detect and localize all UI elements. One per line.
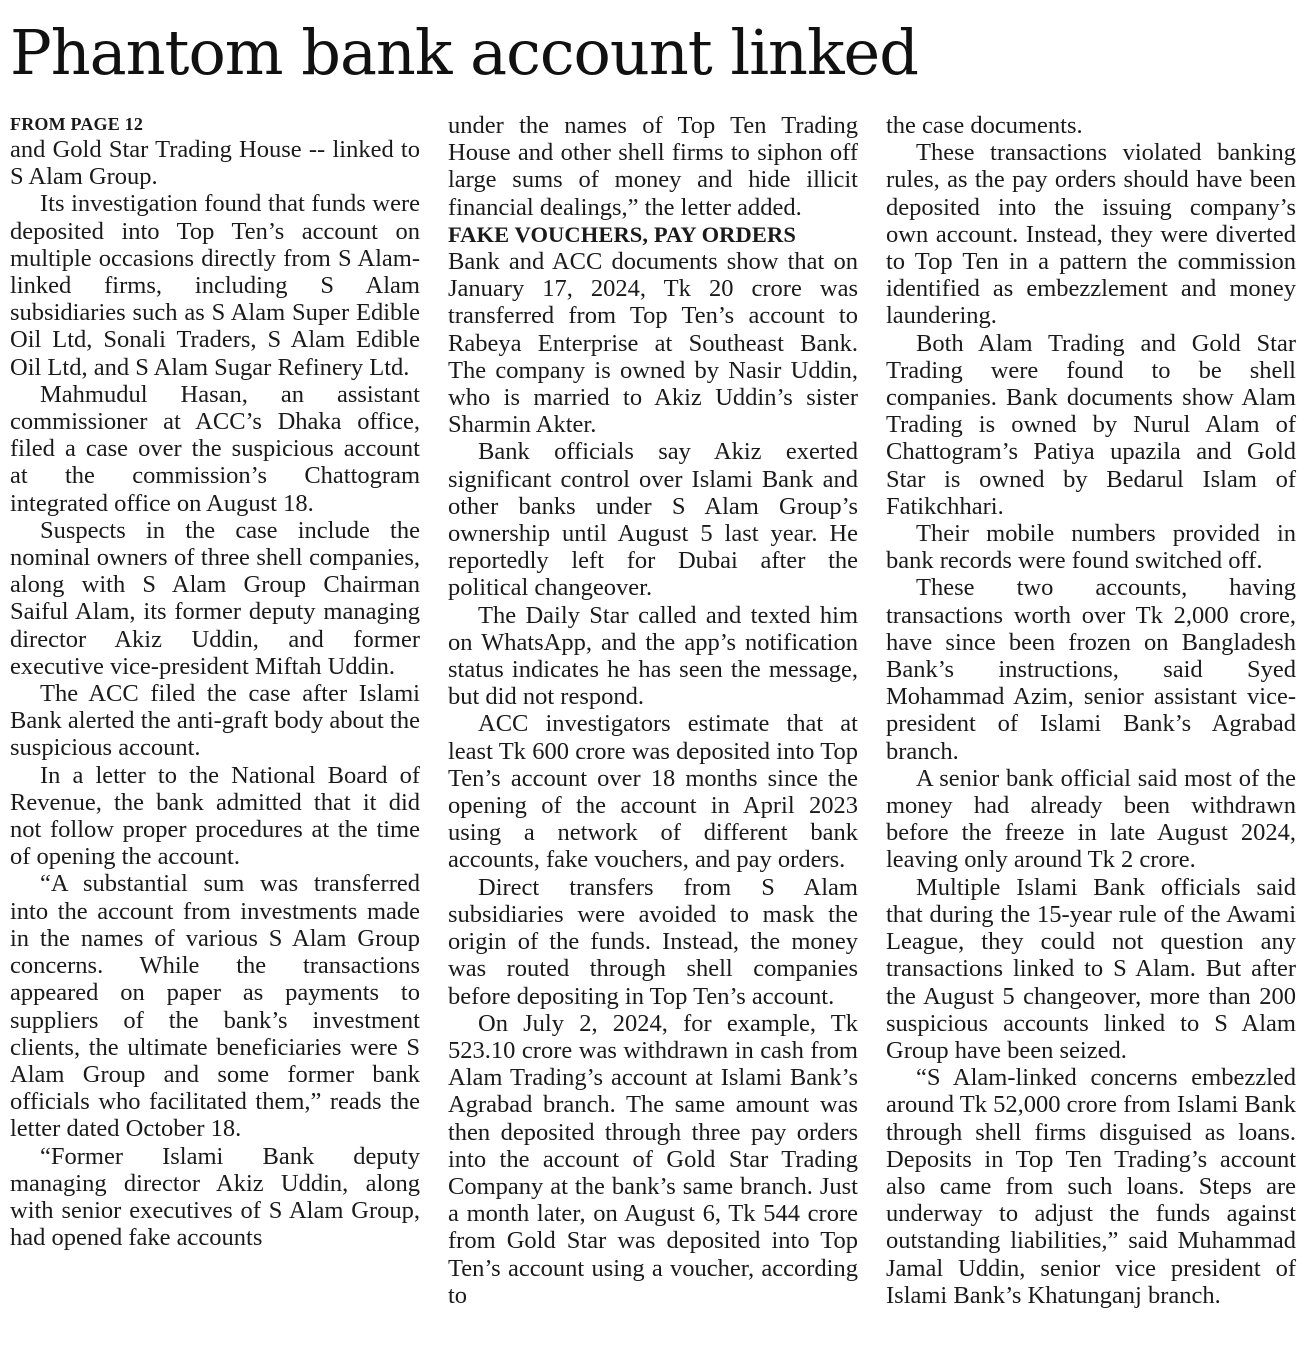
- paragraph: In a letter to the National Board of Revenue, the bank admitted that it did not follow proper procedures at the time of opening the account.: [10, 761, 420, 871]
- paragraph: These two accounts, having transactions worth over Tk 2,000 crore, have since been frozen on Bangladesh Bank’s instructions, said Syed Mohammad Azim, senior assistant vice-president of Islami Bank’s Agrabad branch.: [886, 574, 1296, 765]
- paragraph: Bank and ACC documents show that on January 17, 2024, Tk 20 crore was transferred from Top Ten’s account to Rabeya Enterprise at Southeast Bank. The company is owned by Nasir Uddin, who is married to Akiz Uddin’s sister Sharmin Akter.: [448, 248, 858, 439]
- paragraph: A senior bank official said most of the money had already been withdrawn before the freeze in late August 2024, leaving only around Tk 2 crore.: [886, 764, 1296, 874]
- headline: Phantom bank account linked: [10, 16, 918, 89]
- paragraph: and Gold Star Trading House -- linked to S Alam Group.: [10, 136, 420, 191]
- paragraph: “A substantial sum was transferred into the account from investments made in the names of various S Alam Group concerns. While the transactions appeared on paper as payments to suppliers of the bank’s investment clients, the ultimate beneficiaries were S Alam Group and some former bank officials who facilitated them,” reads the letter dated October 18.: [10, 870, 420, 1143]
- paragraph: “Former Islami Bank deputy managing director Akiz Uddin, along with senior executives of S Alam Group, had opened fake accounts: [10, 1142, 420, 1252]
- paragraph: The ACC filed the case after Islami Bank alerted the anti-graft body about the suspicious account.: [10, 680, 420, 762]
- paragraph: ACC investigators estimate that at least Tk 600 crore was deposited into Top Ten’s account over 18 months since the opening of the account in April 2023 using a network of different bank accounts, fake vouchers, and pay orders.: [448, 710, 858, 874]
- paragraph: Bank officials say Akiz exerted significant control over Islami Bank and other banks under S Alam Group’s ownership until August 5 last year. He reportedly left for Dubai after the political changeover.: [448, 438, 858, 602]
- paragraph: On July 2, 2024, for example, Tk 523.10 crore was withdrawn in cash from Alam Trading’s account at Islami Bank’s Agrabad branch. The same amount was then deposited through three pay orders into the account of Gold Star Trading Company at the bank’s same branch. Just a month later, on August 6, Tk 544 crore from Gold Star was deposited into Top Ten’s account using a voucher, according to: [448, 1009, 858, 1309]
- paragraph: under the names of Top Ten Trading House and other shell firms to siphon off large sums of money and hide illicit financial dealings,” the letter added.: [448, 112, 858, 221]
- paragraph: The Daily Star called and texted him on WhatsApp, and the app’s notification status indicates he has seen the message, but did not respond.: [448, 601, 858, 711]
- paragraph: “S Alam-linked concerns embezzled around Tk 52,000 crore from Islami Bank through shell firms disguised as loans. Deposits in Top Ten Trading’s account also came from such loans. Steps are underway to adjust the funds against outstanding liabilities,” said Muhammad Jamal Uddin, senior vice president of Islami Bank’s Khatunganj branch.: [886, 1064, 1296, 1309]
- paragraph: Suspects in the case include the nominal owners of three shell companies, along with S Alam Group Chairman Saiful Alam, its former deputy managing director Akiz Uddin, and former executive vice-president Miftah Uddin.: [10, 516, 420, 680]
- paragraph: Both Alam Trading and Gold Star Trading were found to be shell companies. Bank documents show Alam Trading is owned by Nurul Alam of Chattogram’s Patiya upazila and Gold Star is owned by Bedarul Islam of Fatikchhari.: [886, 329, 1296, 520]
- article-column-3: [886, 112, 1296, 1309]
- paragraph: Direct transfers from S Alam subsidiaries were avoided to mask the origin of the funds. Instead, the money was routed through shell companies before depositing in Top Ten’s account.: [448, 873, 858, 1010]
- from-page-kicker: FROM PAGE 12: [10, 114, 144, 134]
- section-subhead: FAKE VOUCHERS, PAY ORDERS: [448, 221, 796, 247]
- paragraph: Mahmudul Hasan, an assistant commissioner at ACC’s Dhaka office, filed a case over the suspicious account at the commission’s Chattogram integrated office on August 18.: [10, 380, 420, 517]
- article-column-2: [448, 112, 858, 1309]
- paragraph: Their mobile numbers provided in bank records were found switched off.: [886, 520, 1296, 575]
- article-column-1: [10, 112, 420, 1251]
- paragraph: Its investigation found that funds were deposited into Top Ten’s account on multiple occasions directly from S Alam-linked firms, including S Alam subsidiaries such as S Alam Super Edible Oil Ltd, Sonali Traders, S Alam Edible Oil Ltd, and S Alam Sugar Refinery Ltd.: [10, 190, 420, 381]
- paragraph: These transactions violated banking rules, as the pay orders should have been deposited into the issuing company’s own account. Instead, they were diverted to Top Ten in a pattern the commission identified as embezzlement and money laundering.: [886, 139, 1296, 330]
- paragraph: the case documents.: [886, 112, 1083, 139]
- paragraph: Multiple Islami Bank officials said that during the 15-year rule of the Awami League, they could not question any transactions linked to S Alam. But after the August 5 changeover, more than 200 suspicious accounts linked to S Alam Group have been seized.: [886, 873, 1296, 1064]
